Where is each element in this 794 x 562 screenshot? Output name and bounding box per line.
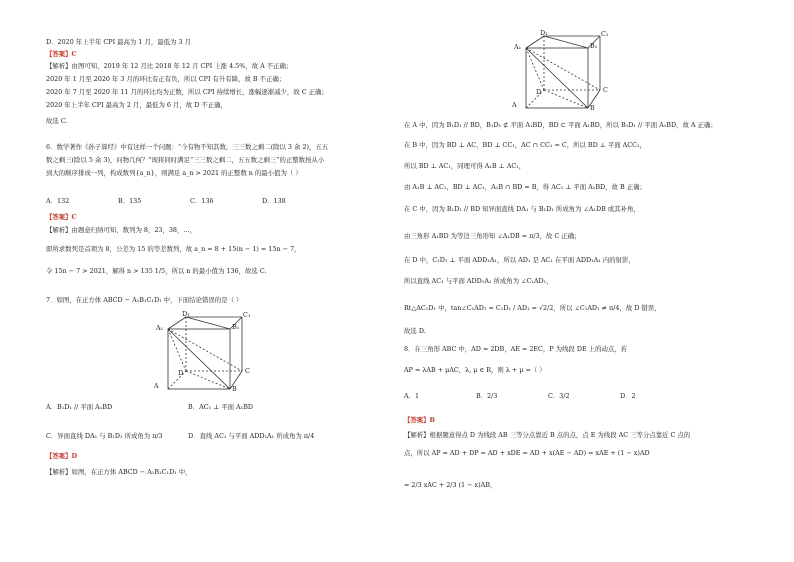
vertex-label-c1: C₁: [243, 311, 251, 319]
q7-option-d: D．直线 AC₁ 与平面 ADD₁A₁ 所成角为 π/4: [188, 432, 315, 440]
text-line: 在 B 中，因为 BD ⊥ AC，BD ⊥ CC₁，AC ∩ CC₁ = C，所以 BD ⊥ 平面 ACC₁，: [404, 141, 646, 149]
q6-option-a: A．132: [46, 197, 70, 205]
answer-line: 【答案】C: [46, 50, 77, 58]
q6-option-b: B．135: [118, 197, 142, 205]
text-line: 2020 年上半年 CPI 最高为 2 月，最低为 6 月，故 D 不正确，: [46, 101, 227, 109]
vertex-label-d1: D₁: [182, 310, 190, 318]
vertex-label-a1: A₁: [156, 324, 164, 332]
text-line: 故选 D.: [404, 327, 426, 335]
question-6-line: 6．数学著作《孙子算经》中有这样一个问题：“今有物不知其数，三三数之剩二(除以 3 余 2)，五五: [46, 143, 329, 151]
q7-option-a: A．B₁D₁ // 平面 A₁BD: [46, 403, 113, 411]
q8-option-d: D．2: [620, 392, 636, 400]
text-line: = 2/3 xAC + 2/3 (1 − x)AB，: [404, 481, 497, 489]
question-6-line: 到大的顺序排成一列，构成数列{a_n}，则满足 a_n > 2021 的正整数 n 的最小值为（ ）: [46, 169, 302, 177]
q6-option-c: C．136: [190, 197, 214, 205]
text-line: 在 D 中，C₁D₁ ⊥ 平面 ADD₁A₁，所以 AD₁ 是 AC₁ 在平面 ADD₁A₁ 内的射影，: [404, 256, 635, 264]
vertex-label-a: A: [512, 101, 517, 109]
text-line: 由 A₁B ⊥ AC₁，BD ⊥ AC₁，A₁B ∩ BD = B，得 AC₁ ⊥ 平面 A₁BD，故 B 正确；: [404, 183, 646, 191]
answer-line: 【答案】D: [46, 452, 78, 460]
text-line: 所以 BD ⊥ AC₁，同理可得 A₁B ⊥ AC₁，: [404, 162, 526, 170]
text-line: 【解析】由题意归纳可知，数列为 8，23，38，…，: [46, 226, 197, 234]
vertex-label-b: B: [232, 385, 237, 393]
vertex-label-a1: A₁: [514, 43, 522, 51]
vertex-label-b1: B₁: [232, 323, 240, 331]
question-8-line: 8．在三角形 ABC 中，AD = 2DB，AE = 2EC，P 为线段 DE 上的动点，若: [404, 345, 628, 353]
text-line: 令 15n − 7 > 2021，解得 n > 135 1/5，所以 n 的最小值为 136，故选 C.: [46, 267, 267, 275]
vertex-label-c: C: [245, 367, 250, 375]
text-line: 点，所以 AP = AD + DP = AD + xDE = AD + x(AE − AD) = xAE + (1 − x)AD: [404, 449, 650, 457]
question-7-line: 7．如图，在正方体 ABCD − A₁B₁C₁D₁ 中，下面结论错误的是（ ）: [46, 296, 243, 304]
q8-option-a: A．1: [404, 392, 420, 400]
text-line: 2020 年 1 月至 2020 年 3 月的环比有正有负，所以 CPI 有升有降，故 B 不正确；: [46, 75, 286, 83]
text-line: 在 A 中，因为 B₁D₁ // BD，B₁D₁ ⊄ 平面 A₁BD，BD ⊂ 平面 A₁BD，所以 B₁D₁ // 平面 A₁BD，故 A 正确；: [404, 121, 717, 129]
vertex-label-a: A: [154, 382, 159, 390]
text-line: Rt△AC₁D₁ 中，tan∠C₁AD₁ = C₁D₁ / AD₁ = √2/2，所以 ∠C₁AD₁ ≠ π/4，故 D 错误，: [404, 304, 661, 312]
vertex-label-d: D: [536, 88, 542, 96]
answer-line: 【答案】B: [404, 416, 435, 424]
vertex-label-d: D: [178, 369, 184, 377]
q8-option-b: B．2/3: [476, 392, 498, 400]
text-line: D．2020 年上半年 CPI 最高为 1 月，最低为 3 月: [46, 38, 191, 46]
vertex-label-d1: D₁: [540, 29, 548, 37]
cube-figure: [154, 310, 251, 393]
q7-option-b: B．AC₁ ⊥ 平面 A₁BD: [188, 403, 254, 411]
text-line: 由三角形 A₁BD 为等边三角形知 ∠A₁DB = π/3，故 C 正确；: [404, 232, 581, 240]
vertex-label-b: B: [590, 104, 595, 112]
answer-line: 【答案】C: [46, 213, 77, 221]
text-line: 在 C 中，因为 B₁D₁ // BD 知异面直线 DA₁ 与 B₁D₁ 所成角为 ∠A₁DB 或其补角，: [404, 205, 640, 213]
question-6-line: 数之剩三(除以 5 余 3)，问物几何？”现将同时满足“三三数之剩二，五五数之剩三”的正整数按从小: [46, 156, 325, 164]
vertex-label-b1: B₁: [590, 42, 598, 50]
cube-figure: [512, 29, 609, 112]
text-line: 【解析】如图，在正方体 ABCD − A₁B₁C₁D₁ 中，: [46, 468, 192, 476]
vertex-label-c: C: [603, 86, 608, 94]
q7-option-c: C．异面直线 DA₁ 与 B₁D₁ 所成角为 π/3: [46, 432, 163, 440]
text-line: 故选 C.: [46, 117, 68, 125]
question-8-line: AP = λAB + μAC，λ, μ ∈ R，则 λ + μ =（ ）: [404, 366, 546, 374]
q6-option-d: D．138: [262, 197, 286, 205]
text-line: 【解析】根据题意得点 D 为线段 AB 三等分点靠近 B 点的点，点 E 为线段 AC 三等分点靠近 C 点的: [404, 431, 691, 439]
text-line: 【解析】由图可知，2019 年 12 月比 2018 年 12 月 CPI 上涨 4.5%，故 A 不正确；: [46, 62, 293, 70]
text-line: 所以直线 AC₁ 与平面 ADD₁A₁ 所成角为 ∠C₁AD₁，: [404, 277, 553, 285]
text-line: 2020 年 7 月至 2020 年 11 月的环比均为正数，所以 CPI 持续增长，涨幅逐渐减少，故 C 正确；: [46, 88, 328, 96]
q8-option-c: C．3/2: [548, 392, 570, 400]
vertex-label-c1: C₁: [601, 30, 609, 38]
text-line: 即所求数列是首项为 8，公差为 15 的等差数列，故 a_n = 8 + 15(n − 1) = 15n − 7，: [46, 245, 301, 253]
